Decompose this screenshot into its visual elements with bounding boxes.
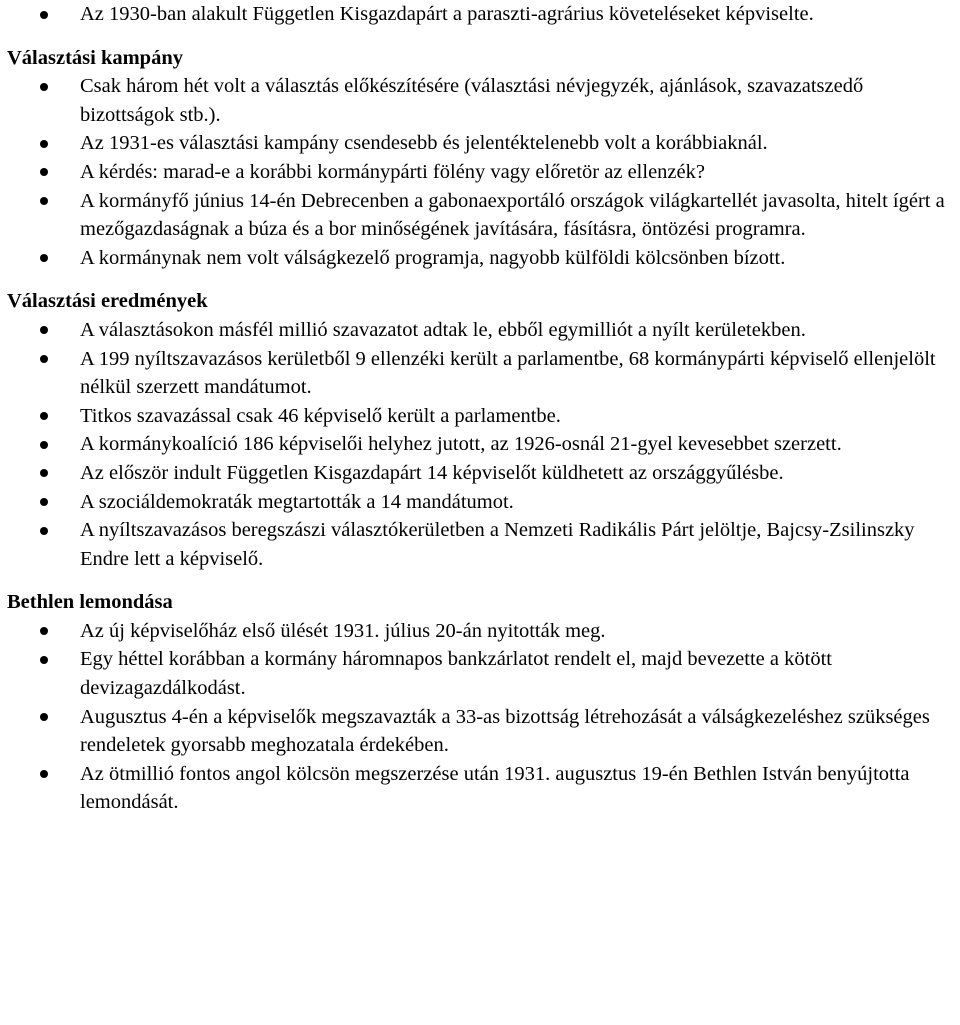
bullet-icon [40,412,48,420]
section-bethlen-lemondasa [0,588,960,817]
bullet-icon [40,469,48,477]
list-item [0,617,960,646]
section-heading: Bethlen lemondása [7,591,173,614]
list-item [0,703,960,760]
list-item [0,345,960,402]
list-item [0,187,960,244]
bullet-icon [40,656,48,664]
list-item-text: A szociáldemokraták megtartották a 14 mandátumot. [80,490,514,513]
list-item-text: Csak három hét volt a választás előkészítésére (választási névjegyzék, ajánlások, szavazatszedő bizottságok stb.). [80,75,864,126]
list-item-text: A kormányfő június 14-én Debrecenben a gabonaexportáló országok világkartellét javasolta, hitelt ígért a mezőgazdaságnak a búza és a bor minőségének javítására, fásításra, öntözési programra. [80,189,945,241]
bullet-list [0,316,960,573]
list-item [0,158,960,187]
list-item-text: A kormánynak nem volt válságkezelő programja, nagyobb külföldi kölcsönben bízott. [80,246,786,269]
list-item-text: Titkos szavazással csak 46 képviselő került a parlamentbe. [80,404,561,427]
list-item-text: A választásokon másfél millió szavazatot adtak le, ebből egymilliót a nyílt kerületekben. [80,318,806,341]
list-item-text: Az először indult Független Kisgazdapárt 14 képviselőt küldhetett az országgyűlésbe. [80,461,784,484]
list-item [0,459,960,488]
section-valasztasi-eredmenyek [0,287,960,573]
list-item-text: Az 1931-es választási kampány csendesebb és jelentéktelenebb volt a korábbiaknál. [80,132,768,155]
list-item-text: Augusztus 4-én a képviselők megszavazták a 33-as bizottság létrehozását a válságkezeléshez szükséges rendeletek gyorsabb meghozatala érdekében. [80,705,930,757]
bullet-list [0,617,960,817]
list-item [0,402,960,431]
bullet-icon [40,355,48,363]
list-item-text: Az 1930-ban alakult Független Kisgazdapárt a paraszti-agrárius követeléseket képviselte. [80,3,814,25]
list-item-text: A kérdés: marad-e a korábbi kormánypárti fölény vagy előretör az ellenzék? [80,160,705,183]
bullet-icon [40,498,48,506]
list-item-text: A 199 nyíltszavazásos kerületből 9 ellenzéki került a parlamentbe, 68 kormánypárti képviselő ellenjelölt nélkül szerzett mandátumot. [80,347,936,399]
list-item-text: A kormánykoalíció 186 képviselői helyhez jutott, az 1926-osnál 21-gyel kevesebbet szerzett. [80,433,842,456]
bullet-icon [40,713,48,721]
list-item [0,129,960,158]
section-valasztasi-kampany [0,44,960,273]
list-item [0,488,960,517]
list-item [0,430,960,459]
list-item [0,316,960,345]
list-item-text: Az új képviselőház első ülését 1931. július 20-án nyitották meg. [80,619,606,642]
list-item-text: A nyíltszavazásos beregszászi választókerületben a Nemzeti Radikális Párt jelöltje, Bajcsy-Zsilinszky Endre lett a képviselő. [80,519,915,570]
list-item [0,760,960,817]
section-heading: Választási eredmények [7,290,208,313]
list-item [0,244,960,273]
bullet-icon [40,326,48,334]
bullet-icon [40,527,48,535]
list-item [0,516,960,573]
bullet-icon [40,770,48,778]
list-item [0,72,960,129]
list-item [0,645,960,702]
bullet-icon [40,197,48,205]
intro-list [0,0,960,29]
bullet-icon [40,254,48,262]
bullet-icon [40,140,48,148]
bullet-icon [40,11,48,19]
bullet-list [0,72,960,272]
bullet-icon [40,627,48,635]
bullet-icon [40,168,48,176]
section-heading: Választási kampány [7,46,183,69]
list-item [0,0,960,29]
list-item-text: Egy héttel korábban a kormány háromnapos bankzárlatot rendelt el, majd bevezette a kötött devizagazdálkodást. [80,648,832,700]
bullet-icon [40,441,48,449]
bullet-icon [40,83,48,91]
list-item-text: Az ötmillió fontos angol kölcsön megszerzése után 1931. augusztus 19-én Bethlen István benyújtotta lemondását. [80,762,910,814]
